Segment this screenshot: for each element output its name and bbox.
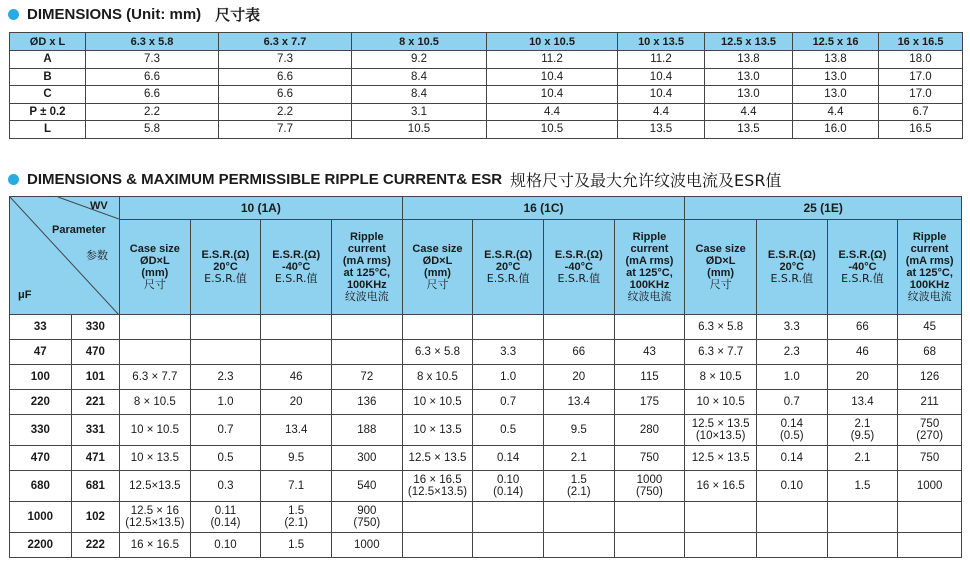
dimension-label: L [10,121,86,139]
parameter-header-cn: 尺寸 [426,278,449,291]
value-cell: 45 [898,315,962,340]
parameter-header [614,220,685,315]
parameter-header [685,220,757,315]
dimension-label: C [10,86,86,104]
value-cell [331,340,402,365]
value-cell [402,533,473,558]
dimension-label: A [10,51,86,69]
table-row [10,502,962,533]
parameter-header [756,220,827,315]
parameter-header-line: at 125°C, [343,267,391,279]
dimensions-title-cn: 尺寸表 [215,6,261,24]
bullet-dot-icon [8,9,19,20]
dimension-row [10,51,963,69]
value-cell: 43 [614,340,685,365]
bullet-dot-icon [8,174,19,185]
value-cell: 13.4 [543,390,614,415]
value-cell [473,502,544,533]
parameter-header-cn: 尺寸 [143,278,166,291]
case-size-header: 12.5 x 16 [793,33,879,51]
case-size-header: 6.3 x 5.8 [86,33,219,51]
capacitance-cell: 680 [10,471,72,502]
table-row [10,415,962,446]
value-cell-multiline: 1000 (750) [614,471,685,502]
parameter-header-line: Case size [412,243,463,255]
dimension-value: 13.0 [793,86,879,104]
value-cell [543,315,614,340]
value-cell: 12.5 × 13.5 [402,446,473,471]
case-size-header: 10 x 13.5 [618,33,705,51]
parameter-header-cn: 纹波电流 [627,290,672,303]
dimension-value: 10.4 [618,86,705,104]
capacitance-cell: 2200 [10,533,72,558]
dimension-value: 13.5 [618,121,705,139]
parameter-header-line: 100KHz [629,279,670,291]
dimensions-title: DIMENSIONS (Unit: mm) [27,6,202,23]
value-cell: 0.5 [190,446,261,471]
parameter-header-line: (mm) [141,267,169,279]
parameter-header-cn: E.S.R.值 [770,272,814,285]
capacitance-code-cell: 681 [71,471,119,502]
ripple-esr-table [9,196,962,558]
value-cell: 0.7 [756,390,827,415]
parameter-header-line: 20°C [213,261,238,273]
table-row [10,340,962,365]
parameter-header-line: 100KHz [346,279,387,291]
value-cell [190,315,261,340]
dimension-value: 13.5 [705,121,793,139]
value-cell: 7.1 [261,471,332,502]
dimension-value: 6.6 [86,86,219,104]
parameter-header [190,220,261,315]
parameter-header-line: ØD×L [422,255,453,267]
dimension-value: 4.4 [487,103,618,121]
value-cell: 750 [614,446,685,471]
parameter-header-line: 20°C [495,261,521,273]
value-cell: 1.5 [827,471,898,502]
dimensions-table [9,32,963,139]
dimension-value: 7.3 [86,51,219,69]
parameter-header [402,220,473,315]
value-cell: 8 × 10.5 [685,365,757,390]
value-cell: 8 × 10.5 [120,390,191,415]
value-cell [402,502,473,533]
parameter-header-line: 100KHz [909,279,950,291]
parameter-header-line: -40°C [848,261,877,273]
dimension-value: 11.2 [618,51,705,69]
value-cell [756,533,827,558]
value-cell: 13.4 [261,415,332,446]
value-cell-multiline: 0.11 (0.14) [190,502,261,533]
capacitance-cell: 47 [10,340,72,365]
capacitance-code-cell: 102 [71,502,119,533]
dimension-value: 6.6 [219,68,352,86]
parameter-header-line: at 125°C, [626,267,673,279]
dimension-value: 9.2 [352,51,487,69]
table-row [10,446,962,471]
value-cell [543,502,614,533]
parameter-header-cn: 尺寸 [709,278,732,291]
dimension-value: 18.0 [879,51,963,69]
dimension-row [10,68,963,86]
table-row [10,533,962,558]
capacitance-cell: 220 [10,390,72,415]
capacitance-code-cell: 222 [71,533,119,558]
parameter-header [898,220,962,315]
dimension-value: 2.2 [219,103,352,121]
parameter-header-line: E.S.R.(Ω) [272,249,321,261]
dimension-value: 13.0 [705,86,793,104]
value-cell: 0.7 [190,415,261,446]
parameter-header-line: Case size [129,243,180,255]
value-cell: 16 × 16.5 [685,471,757,502]
dimension-value: 13.8 [793,51,879,69]
dimension-value: 8.4 [352,86,487,104]
value-cell: 9.5 [261,446,332,471]
case-size-header: 10 x 10.5 [487,33,618,51]
voltage-group-header: 16 (1C) [402,197,685,220]
capacitance-code-cell: 330 [71,315,119,340]
parameter-header-line: -40°C [282,261,311,273]
case-size-header: 6.3 x 7.7 [219,33,352,51]
dimension-value: 17.0 [879,86,963,104]
case-size-header: 12.5 x 13.5 [705,33,793,51]
dimension-value: 13.8 [705,51,793,69]
value-cell: 9.5 [543,415,614,446]
corner-wv-label: WV [90,200,108,212]
value-cell-multiline: 750 (270) [898,415,962,446]
dimension-value: 7.3 [219,51,352,69]
parameter-header [543,220,614,315]
parameter-header-line: E.S.R.(Ω) [838,249,887,261]
case-size-header: 16 x 16.5 [879,33,963,51]
value-cell [190,340,261,365]
value-cell: 3.3 [473,340,544,365]
dimension-value: 5.8 [86,121,219,139]
value-cell-multiline: 2.1 (9.5) [827,415,898,446]
value-cell: 20 [827,365,898,390]
capacitance-cell: 1000 [10,502,72,533]
value-cell [685,533,757,558]
value-cell: 0.14 [473,446,544,471]
parameter-header-line: at 125°C, [906,267,953,279]
value-cell-multiline: 1.5 (2.1) [261,502,332,533]
value-cell-multiline: 900 (750) [331,502,402,533]
table-row [10,365,962,390]
parameter-header-line: E.S.R.(Ω) [201,249,250,261]
capacitance-code-cell: 331 [71,415,119,446]
value-cell [543,533,614,558]
value-cell [331,315,402,340]
voltage-group-header: 25 (1E) [685,197,962,220]
dimension-value: 2.2 [86,103,219,121]
dimension-value: 10.4 [487,68,618,86]
value-cell: 540 [331,471,402,502]
dimension-value: 7.7 [219,121,352,139]
parameter-header-line: (mA rms) [905,255,954,267]
value-cell: 46 [261,365,332,390]
parameter-header-line: Ripple [912,231,947,243]
value-cell-multiline: 12.5 × 13.5 (10×13.5) [685,415,757,446]
value-cell [261,315,332,340]
dimension-value: 10.4 [618,68,705,86]
value-cell-multiline: 12.5 × 16 (12.5×13.5) [120,502,191,533]
parameter-header-cn: E.S.R.值 [274,272,318,285]
value-cell [473,533,544,558]
table-row [10,390,962,415]
value-cell-multiline: 1.5 (2.1) [543,471,614,502]
value-cell: 0.7 [473,390,544,415]
dimension-value: 17.0 [879,68,963,86]
value-cell: 188 [331,415,402,446]
voltage-group-header: 10 (1A) [120,197,403,220]
dimension-label: B [10,68,86,86]
dimension-value: 13.0 [793,68,879,86]
value-cell [261,340,332,365]
value-cell: 10 × 13.5 [402,415,473,446]
dimension-value: 4.4 [618,103,705,121]
value-cell: 1.0 [473,365,544,390]
value-cell [120,315,191,340]
capacitance-code-cell: 221 [71,390,119,415]
capacitance-cell: 330 [10,415,72,446]
dimension-value: 10.5 [487,121,618,139]
value-cell-multiline: 0.14 (0.5) [756,415,827,446]
value-cell: 1000 [331,533,402,558]
value-cell: 20 [261,390,332,415]
dimension-value: 11.2 [487,51,618,69]
dimension-value: 10.4 [487,86,618,104]
value-cell: 10 × 10.5 [120,415,191,446]
value-cell: 300 [331,446,402,471]
value-cell: 0.3 [190,471,261,502]
value-cell: 12.5 × 13.5 [685,446,757,471]
value-cell: 280 [614,415,685,446]
parameter-header-cn: E.S.R.值 [841,272,884,285]
value-cell: 0.10 [756,471,827,502]
parameter-header-line: Ripple [350,231,384,243]
capacitance-cell: 100 [10,365,72,390]
value-cell: 136 [331,390,402,415]
dimension-value: 3.1 [352,103,487,121]
value-cell: 1.5 [261,533,332,558]
value-cell: 6.3 × 5.8 [685,315,757,340]
parameter-header-cn: 纹波电流 [907,290,952,303]
dimension-row [10,86,963,104]
table-row [10,315,962,340]
parameter-header-line: current [910,243,949,255]
case-size-header: 8 x 10.5 [352,33,487,51]
dimension-value: 6.7 [879,103,963,121]
parameter-header-line: current [347,243,386,255]
value-cell: 6.3 × 7.7 [120,365,191,390]
value-cell [756,502,827,533]
value-cell: 2.3 [190,365,261,390]
parameter-header-line: E.S.R.(Ω) [484,249,533,261]
parameter-header [331,220,402,315]
value-cell: 16 × 16.5 [120,533,191,558]
value-cell: 66 [543,340,614,365]
capacitance-cell: 470 [10,446,72,471]
parameter-header-line: current [630,243,669,255]
parameter-header-line: ØD×L [705,255,736,267]
value-cell [614,533,685,558]
value-cell: 12.5×13.5 [120,471,191,502]
parameter-header-line: 20°C [779,261,805,273]
dimension-value: 16.5 [879,121,963,139]
value-cell: 1.0 [190,390,261,415]
dimension-value: 4.4 [793,103,879,121]
dimension-value: 13.0 [705,68,793,86]
value-cell [898,533,962,558]
corner-parameter-label: Parameter [52,224,106,236]
value-cell [402,315,473,340]
parameter-header-cn: E.S.R.值 [486,272,530,285]
value-cell-multiline: 16 × 16.5 (12.5×13.5) [402,471,473,502]
dimension-row [10,121,963,139]
value-cell [473,315,544,340]
dimension-value: 8.4 [352,68,487,86]
value-cell: 126 [898,365,962,390]
value-cell: 0.5 [473,415,544,446]
value-cell: 1000 [898,471,962,502]
parameter-header-line: -40°C [564,261,593,273]
table-row [10,471,962,502]
corner-uf-label: μF [18,289,32,301]
value-cell: 2.1 [543,446,614,471]
value-cell: 0.10 [190,533,261,558]
value-cell: 0.14 [756,446,827,471]
value-cell: 2.1 [827,446,898,471]
corner-parameter-cn-label: 参数 [86,249,108,262]
dimension-label: P ± 0.2 [10,103,86,121]
value-cell [614,502,685,533]
value-cell: 1.0 [756,365,827,390]
dimension-row [10,103,963,121]
capacitance-code-cell: 101 [71,365,119,390]
value-cell [685,502,757,533]
value-cell: 68 [898,340,962,365]
parameter-header-line: (mA rms) [625,255,674,267]
value-cell: 750 [898,446,962,471]
parameter-header [473,220,544,315]
value-cell-multiline: 0.10 (0.14) [473,471,544,502]
dimension-value: 4.4 [705,103,793,121]
dimensions-heading [8,4,260,25]
value-cell [827,502,898,533]
value-cell [827,533,898,558]
ripple-title-cn: 规格尺寸及最大允许纹波电流及ESR值 [510,171,782,190]
value-cell: 66 [827,315,898,340]
ripple-heading [8,168,781,191]
value-cell: 10 × 13.5 [120,446,191,471]
parameter-header-line: E.S.R.(Ω) [554,249,603,261]
value-cell: 46 [827,340,898,365]
parameter-header-cn: 纹波电流 [344,290,389,303]
dimension-value: 10.5 [352,121,487,139]
value-cell: 211 [898,390,962,415]
dimension-value: 6.6 [219,86,352,104]
dimension-value: 6.6 [86,68,219,86]
parameter-header-cn: E.S.R.值 [557,272,601,285]
value-cell [120,340,191,365]
value-cell: 175 [614,390,685,415]
value-cell: 20 [543,365,614,390]
value-cell: 6.3 × 5.8 [402,340,473,365]
parameter-header [120,220,191,315]
parameter-header-cn: E.S.R.值 [204,272,247,285]
value-cell: 2.3 [756,340,827,365]
value-cell: 10 × 10.5 [402,390,473,415]
capacitance-code-cell: 470 [71,340,119,365]
value-cell: 3.3 [756,315,827,340]
parameter-header [261,220,332,315]
value-cell [898,502,962,533]
table-corner-header [10,197,120,315]
parameter-header-line: Ripple [632,231,667,243]
value-cell [614,315,685,340]
parameter-header-line: (mm) [707,267,735,279]
value-cell: 72 [331,365,402,390]
value-cell: 115 [614,365,685,390]
parameter-header-line: E.S.R.(Ω) [767,249,816,261]
dimension-value: 16.0 [793,121,879,139]
value-cell: 8 x 10.5 [402,365,473,390]
capacitance-cell: 33 [10,315,72,340]
value-cell: 6.3 × 7.7 [685,340,757,365]
parameter-header-line: Case size [695,243,746,255]
parameter-header-line: (mm) [424,267,451,279]
value-cell: 10 × 10.5 [685,390,757,415]
parameter-header-line: (mA rms) [342,255,391,267]
value-cell: 13.4 [827,390,898,415]
dimension-header-label: ØD x L [10,33,86,51]
parameter-header-line: ØD×L [140,255,170,267]
capacitance-code-cell: 471 [71,446,119,471]
ripple-title: DIMENSIONS & MAXIMUM PERMISSIBLE RIPPLE CURRENT& ESR [27,171,503,188]
parameter-header [827,220,898,315]
